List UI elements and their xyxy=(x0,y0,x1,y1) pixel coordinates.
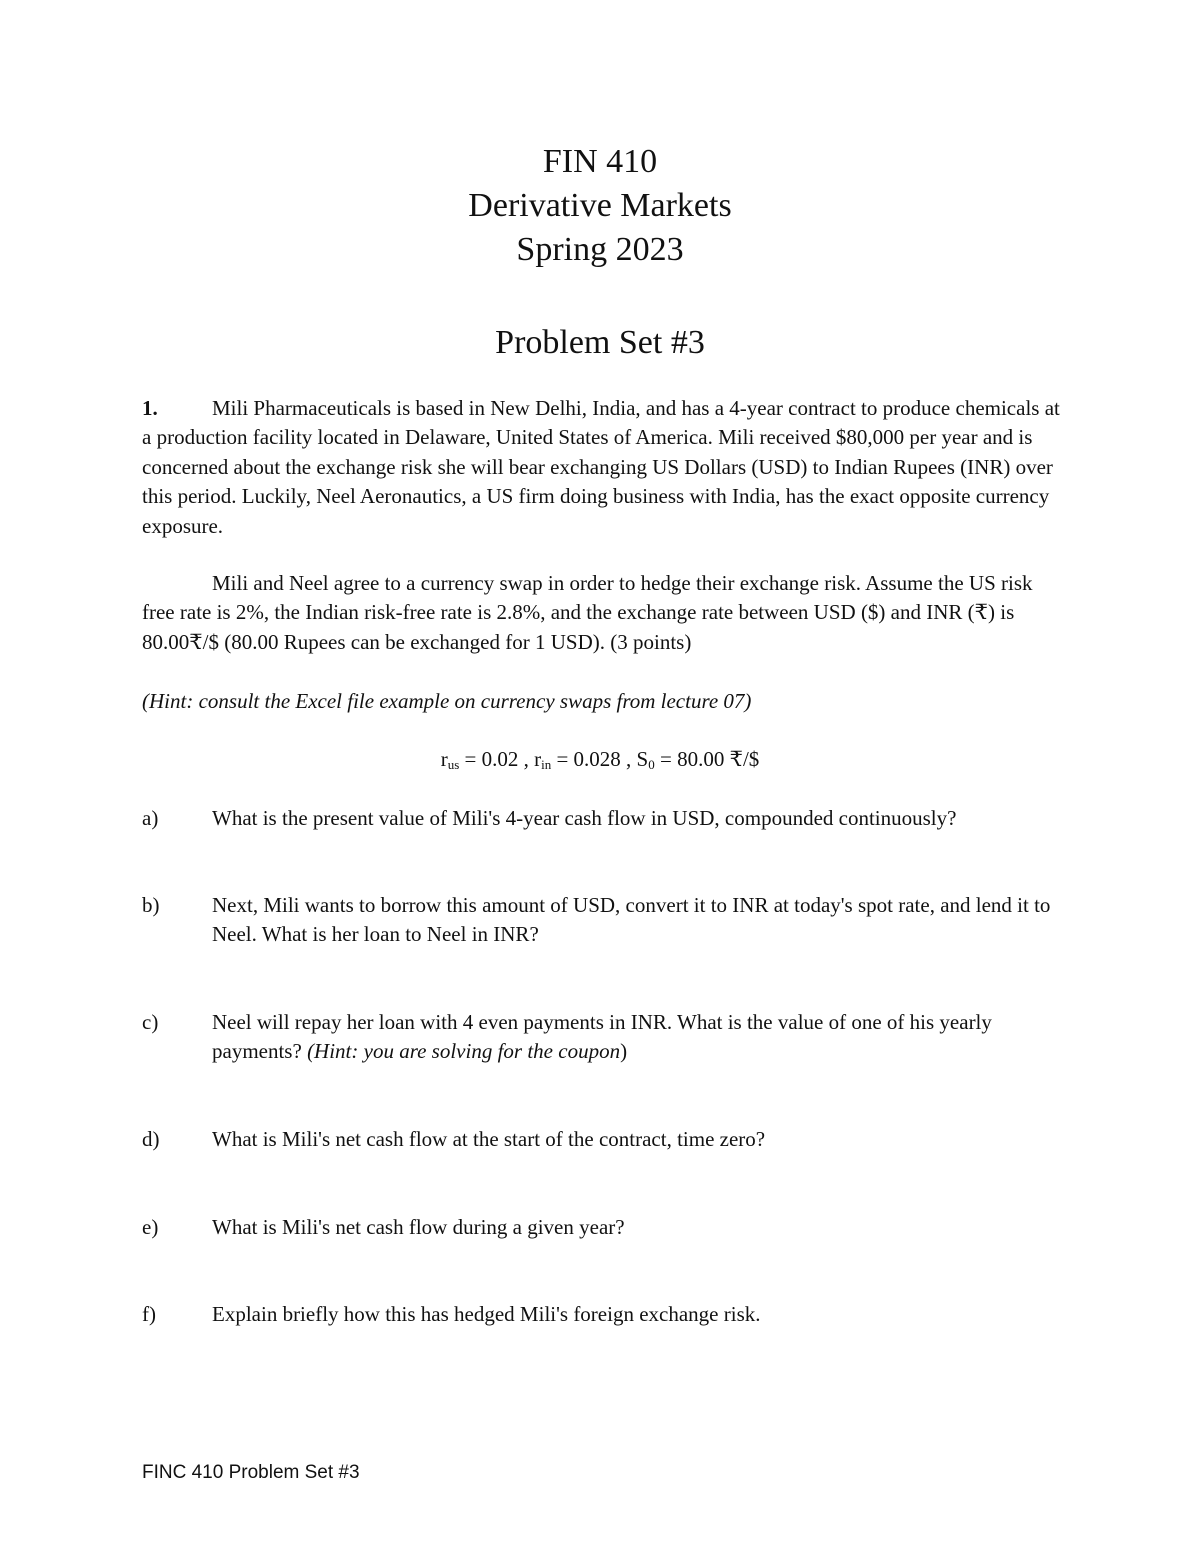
course-name: Derivative Markets xyxy=(468,187,732,224)
term: Spring 2023 xyxy=(516,231,684,268)
problem-setup xyxy=(142,569,1062,657)
question-text: Explain briefly how this has hedged Mili's foreign exchange risk. xyxy=(212,1302,761,1326)
question-c xyxy=(142,1008,1062,1067)
question-label: f) xyxy=(142,1302,156,1326)
question-text: Neel will repay her loan with 4 even payments in INR. What is the value of one of his yearly payments? (Hint: you are solving for the coupon) xyxy=(212,1010,992,1064)
question-label: d) xyxy=(142,1127,160,1151)
problem-number: 1. xyxy=(142,396,158,420)
page-footer: FINC 410 Problem Set #3 xyxy=(142,1462,360,1483)
question-text: Next, Mili wants to borrow this amount of USD, convert it to INR at today's spot rate, and lend it to Neel. What is her loan to Neel in INR? xyxy=(212,893,1051,947)
question-f xyxy=(142,1300,1062,1329)
course-code: FIN 410 xyxy=(542,143,658,180)
problem-hint: (Hint: consult the Excel file example on currency swaps from lecture 07) xyxy=(142,689,752,713)
assignment-title: Problem Set #3 xyxy=(495,324,705,361)
problem-intro-text: Mili Pharmaceuticals is based in New Delhi, India, and has a 4-year contract to produce chemicals at a production facility located in Delaware, United States of America. Mili received $80,000 per year and is concerned about the exchange risk she will bear exchanging US Dollars (USD) to Indian Rupees (INR) over this period. Luckily, Neel Aeronautics, a US firm doing business with India, has the exact opposite currency exposure. xyxy=(142,396,1060,538)
question-text: What is Mili's net cash flow during a given year? xyxy=(212,1215,625,1239)
question-label: e) xyxy=(142,1215,159,1239)
question-d xyxy=(142,1125,1062,1154)
problem-intro xyxy=(142,394,1062,541)
question-label: b) xyxy=(142,893,160,917)
question-a xyxy=(142,804,1062,833)
given-values-formula: $r_{us} = 0.02$ , $r_{in} = 0.028$ , $S_0 = 80.00$ ₹/$ xyxy=(440,747,760,772)
question-label: c) xyxy=(142,1010,159,1034)
question-text: What is the present value of Mili's 4-year cash flow in USD, compounded continuously? xyxy=(212,806,957,830)
question-hint: (Hint: you are solving for the coupon xyxy=(307,1039,621,1064)
question-text: What is Mili's net cash flow at the start of the contract, time zero? xyxy=(212,1127,766,1151)
question-label: a) xyxy=(142,806,159,830)
problem-setup-text: Mili and Neel agree to a currency swap in order to hedge their exchange risk. Assume the US risk free rate is 2%, the Indian risk-free rate is 2.8%, and the exchange rate between USD ($) and INR (₹) is 80.00₹/$ (80.00 Rupees can be exchanged for 1 USD). (3 points) xyxy=(142,571,1033,654)
question-e xyxy=(142,1213,1062,1242)
question-b xyxy=(142,891,1062,950)
